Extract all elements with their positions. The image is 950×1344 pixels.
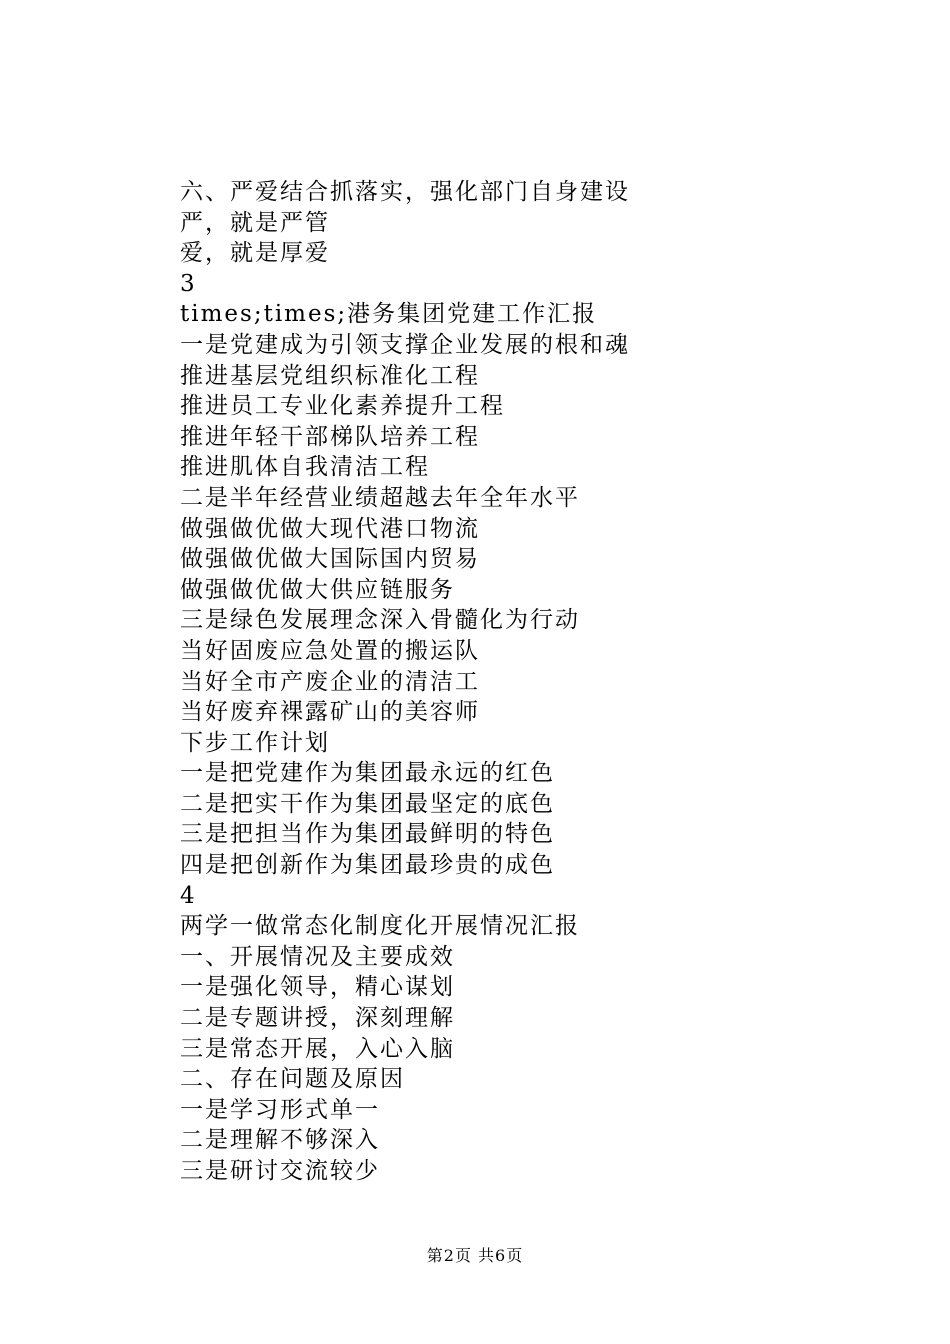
page-footer (0, 1243, 950, 1266)
page-number: 第2页 共6页 (426, 1246, 524, 1265)
document-body (180, 177, 880, 1187)
text-line: 当好固废应急处置的搬运队 (180, 637, 480, 664)
text-line: 一、开展情况及主要成效 (180, 943, 455, 970)
text-line: 推进员工专业化素养提升工程 (180, 393, 505, 420)
text-line: 一是把党建作为集团最永远的红色 (180, 760, 555, 787)
text-line: 三是把担当作为集团最鲜明的特色 (180, 821, 555, 848)
text-line: 4 (180, 882, 197, 909)
text-line: 爱，就是厚爱 (180, 240, 330, 267)
text-line: 二、存在问题及原因 (180, 1066, 405, 1093)
text-line: 一是党建成为引领支撑企业发展的根和魂 (180, 331, 630, 358)
text-line: 一是强化领导，精心谋划 (180, 974, 455, 1001)
text-line: 做强做优做大国际国内贸易 (180, 546, 480, 573)
text-line: 三是常态开展，入心入脑 (180, 1035, 455, 1062)
text-line: times;times;港务集团党建工作汇报 (180, 301, 598, 328)
text-line: 3 (180, 270, 197, 297)
text-line: 二是理解不够深入 (180, 1127, 380, 1154)
text-line: 严，就是严管 (180, 209, 330, 236)
text-line: 二是专题讲授，深刻理解 (180, 1005, 455, 1032)
text-line: 推进肌体自我清洁工程 (180, 454, 430, 481)
text-line: 四是把创新作为集团最珍贵的成色 (180, 852, 555, 879)
text-line: 当好废弃裸露矿山的美容师 (180, 699, 480, 726)
text-line: 六、严爱结合抓落实，强化部门自身建设 (180, 179, 630, 205)
text-line: 一是学习形式单一 (180, 1096, 380, 1123)
text-line: 做强做优做大供应链服务 (180, 576, 455, 603)
text-line: 二是半年经营业绩超越去年全年水平 (180, 484, 580, 511)
text-line: 推进年轻干部梯队培养工程 (180, 423, 480, 450)
text-line: 做强做优做大现代港口物流 (180, 515, 480, 542)
text-line: 三是研讨交流较少 (180, 1158, 380, 1184)
text-line: 推进基层党组织标准化工程 (180, 362, 480, 389)
text-line: 三是绿色发展理念深入骨髓化为行动 (180, 607, 580, 634)
text-line: 两学一做常态化制度化开展情况汇报 (180, 913, 580, 940)
text-line: 下步工作计划 (180, 729, 330, 756)
text-line: 当好全市产废企业的清洁工 (180, 668, 480, 695)
text-line: 二是把实干作为集团最坚定的底色 (180, 790, 555, 817)
